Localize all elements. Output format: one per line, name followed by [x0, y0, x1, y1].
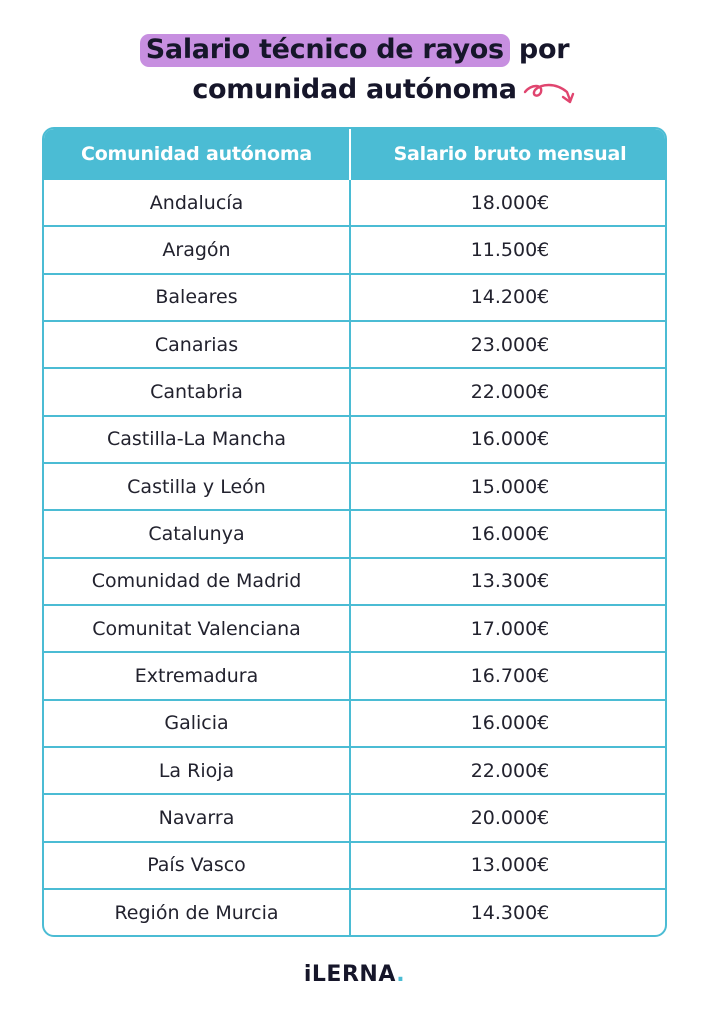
cell-region: Castilla-La Mancha [44, 416, 350, 463]
cell-region: Catalunya [44, 510, 350, 557]
cell-salary: 13.000€ [350, 842, 667, 889]
cell-region: Región de Murcia [44, 889, 350, 936]
cell-region: Comunidad de Madrid [44, 558, 350, 605]
cell-salary: 22.000€ [350, 747, 667, 794]
table-row [44, 226, 667, 273]
table-row [44, 463, 667, 510]
cell-region: Extremadura [44, 652, 350, 699]
cell-region: Galicia [44, 700, 350, 747]
table-body [44, 179, 667, 937]
cell-salary: 20.000€ [350, 794, 667, 841]
cell-salary: 14.300€ [350, 889, 667, 936]
cell-region: Baleares [44, 274, 350, 321]
table-header [44, 129, 667, 179]
cell-region: Castilla y León [44, 463, 350, 510]
cell-salary: 17.000€ [350, 605, 667, 652]
logo-text: iLERNA [303, 962, 397, 987]
table-row [44, 700, 667, 747]
logo-dot: . [396, 962, 406, 987]
cell-region: Navarra [44, 794, 350, 841]
title-line-1-rest: por [509, 34, 570, 65]
header-row [44, 129, 667, 179]
table-row [44, 558, 667, 605]
title-line-1 [0, 30, 709, 70]
cell-salary: 14.200€ [350, 274, 667, 321]
cell-region: Cantabria [44, 368, 350, 415]
header-salary: Salario bruto mensual [350, 129, 667, 179]
cell-region: Comunitat Valenciana [44, 605, 350, 652]
curly-arrow-icon [523, 78, 579, 110]
cell-salary: 16.000€ [350, 700, 667, 747]
table-row [44, 889, 667, 936]
header-region: Comunidad autónoma [44, 129, 350, 179]
title-highlight: Salario técnico de rayos [140, 34, 510, 67]
table-row [44, 321, 667, 368]
table-row [44, 368, 667, 415]
cell-salary: 16.700€ [350, 652, 667, 699]
cell-salary: 13.300€ [350, 558, 667, 605]
salary-table-container [42, 127, 667, 937]
cell-region: País Vasco [44, 842, 350, 889]
cell-region: Andalucía [44, 179, 350, 226]
page-title [0, 30, 709, 110]
cell-region: Canarias [44, 321, 350, 368]
cell-salary: 18.000€ [350, 179, 667, 226]
cell-salary: 16.000€ [350, 416, 667, 463]
cell-region: La Rioja [44, 747, 350, 794]
salary-table [44, 129, 667, 937]
table-row [44, 179, 667, 226]
cell-salary: 22.000€ [350, 368, 667, 415]
cell-salary: 23.000€ [350, 321, 667, 368]
cell-salary: 11.500€ [350, 226, 667, 273]
table-row [44, 416, 667, 463]
table-row [44, 510, 667, 557]
table-row [44, 794, 667, 841]
cell-salary: 16.000€ [350, 510, 667, 557]
table-row [44, 842, 667, 889]
ilerna-logo [0, 962, 709, 987]
table-row [44, 274, 667, 321]
table-row [44, 652, 667, 699]
cell-salary: 15.000€ [350, 463, 667, 510]
cell-region: Aragón [44, 226, 350, 273]
table-row [44, 605, 667, 652]
table-row [44, 747, 667, 794]
title-line-2: comunidad autónoma [192, 74, 517, 105]
